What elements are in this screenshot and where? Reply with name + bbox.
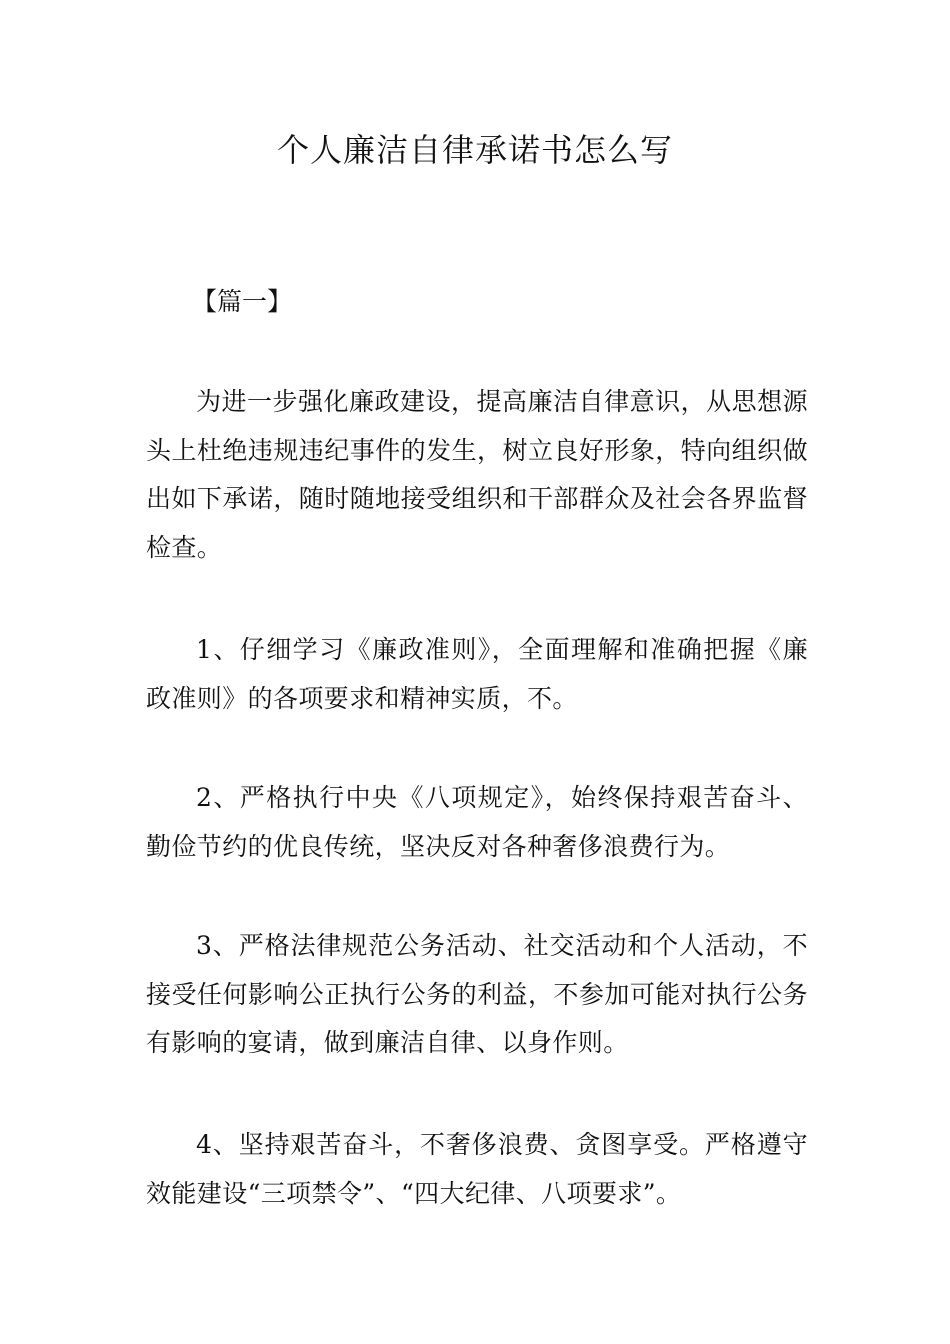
paragraph-intro: 为进一步强化廉政建设，提高廉洁自律意识，从思想源头上杜绝违规违纪事件的发生，树立良好形象，特向组织做出如下承诺，随时随地接受组织和干部群众及社会各界监督检查。 (146, 387, 808, 562)
paragraph-item-3: 3、严格法律规范公务活动、社交活动和个人活动，不接受任何影响公正执行公务的利益，不参加可能对执行公务有影响的宴请，做到廉洁自律、以身作则。 (146, 931, 808, 1057)
section-label: 【篇一】 (192, 287, 293, 316)
paragraph-item-4: 4、坚持艰苦奋斗，不奢侈浪费、贪图享受。严格遵守效能建设“三项禁令”、“四大纪律、八项要求”。 (146, 1130, 808, 1208)
paragraph-item-2: 2、严格执行中央《八项规定》，始终保持艰苦奋斗、勤俭节约的优良传统，坚决反对各种奢侈浪费行为。 (146, 783, 808, 861)
document-title: 个人廉洁自律承诺书怎么写 (276, 131, 673, 169)
paragraph-item-1: 1、仔细学习《廉政准则》，全面理解和准确把握《廉政准则》的各项要求和精神实质，不。 (146, 635, 808, 713)
